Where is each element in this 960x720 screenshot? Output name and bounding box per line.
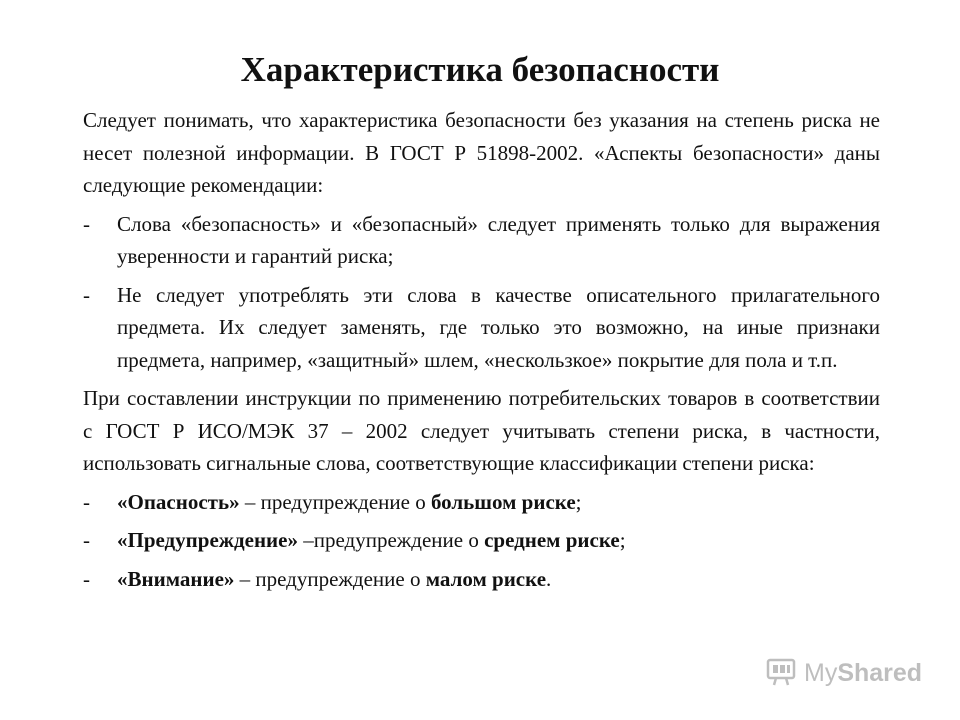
mysharedlogo-icon — [764, 654, 798, 693]
signal-end: . — [546, 566, 552, 591]
signal-word-item — [83, 563, 880, 596]
list-dash: - — [83, 211, 90, 236]
content-body — [83, 104, 880, 601]
instruction-paragraph: При составлении инструкции по применению потребительских товаров в соответствии с ГОСТ Р ИСО/МЭК 37 – 2002 следует учитывать степени риска, в частности, использовать сигнальные слова, соответствующие классификации степени риска: — [83, 386, 880, 475]
signal-risk: большом риске — [430, 489, 576, 514]
signal-middle: – предупреждение о — [239, 489, 431, 514]
list-dash: - — [83, 528, 90, 552]
signal-term: «Предупреждение» — [117, 528, 298, 552]
list-dash: - — [83, 489, 90, 514]
signal-middle: –предупреждение о — [297, 528, 485, 552]
list-dash: - — [83, 282, 90, 307]
signal-end: ; — [619, 528, 626, 552]
signal-middle: – предупреждение о — [234, 566, 426, 591]
watermark-text: MyShared — [804, 658, 923, 687]
signal-word-item — [83, 524, 880, 557]
page-title: Характеристика безопасности — [240, 50, 720, 89]
signal-end: ; — [575, 489, 582, 514]
signal-term: «Опасность» — [117, 489, 240, 514]
signal-risk: малом риске — [425, 566, 547, 591]
recommendation-text: Слова «безопасность» и «безопасный» следует применять только для выражения уверенности и гарантий риска; — [117, 211, 880, 268]
intro-paragraph: Следует понимать, что характеристика безопасности без указания на степень риска не несет полезной информации. В ГОСТ Р 51898-2002. «Аспекты безопасности» даны следующие рекомендации: — [83, 108, 880, 197]
recommendation-text: Не следует употреблять эти слова в качестве описательного прилагательного предмета. Их следует заменять, где только это возможно, на иные признаки предмета, например, «защитный» шлем, «нескользкое» покрытие для пола и т.п. — [117, 282, 880, 372]
myshared-watermark — [764, 655, 922, 691]
signal-risk: среднем риске — [484, 528, 620, 552]
signal-word-item — [83, 486, 880, 519]
signal-term: «Внимание» — [117, 566, 235, 591]
recommendation-item — [83, 208, 880, 273]
list-dash: - — [83, 566, 90, 591]
recommendation-item — [83, 279, 880, 377]
